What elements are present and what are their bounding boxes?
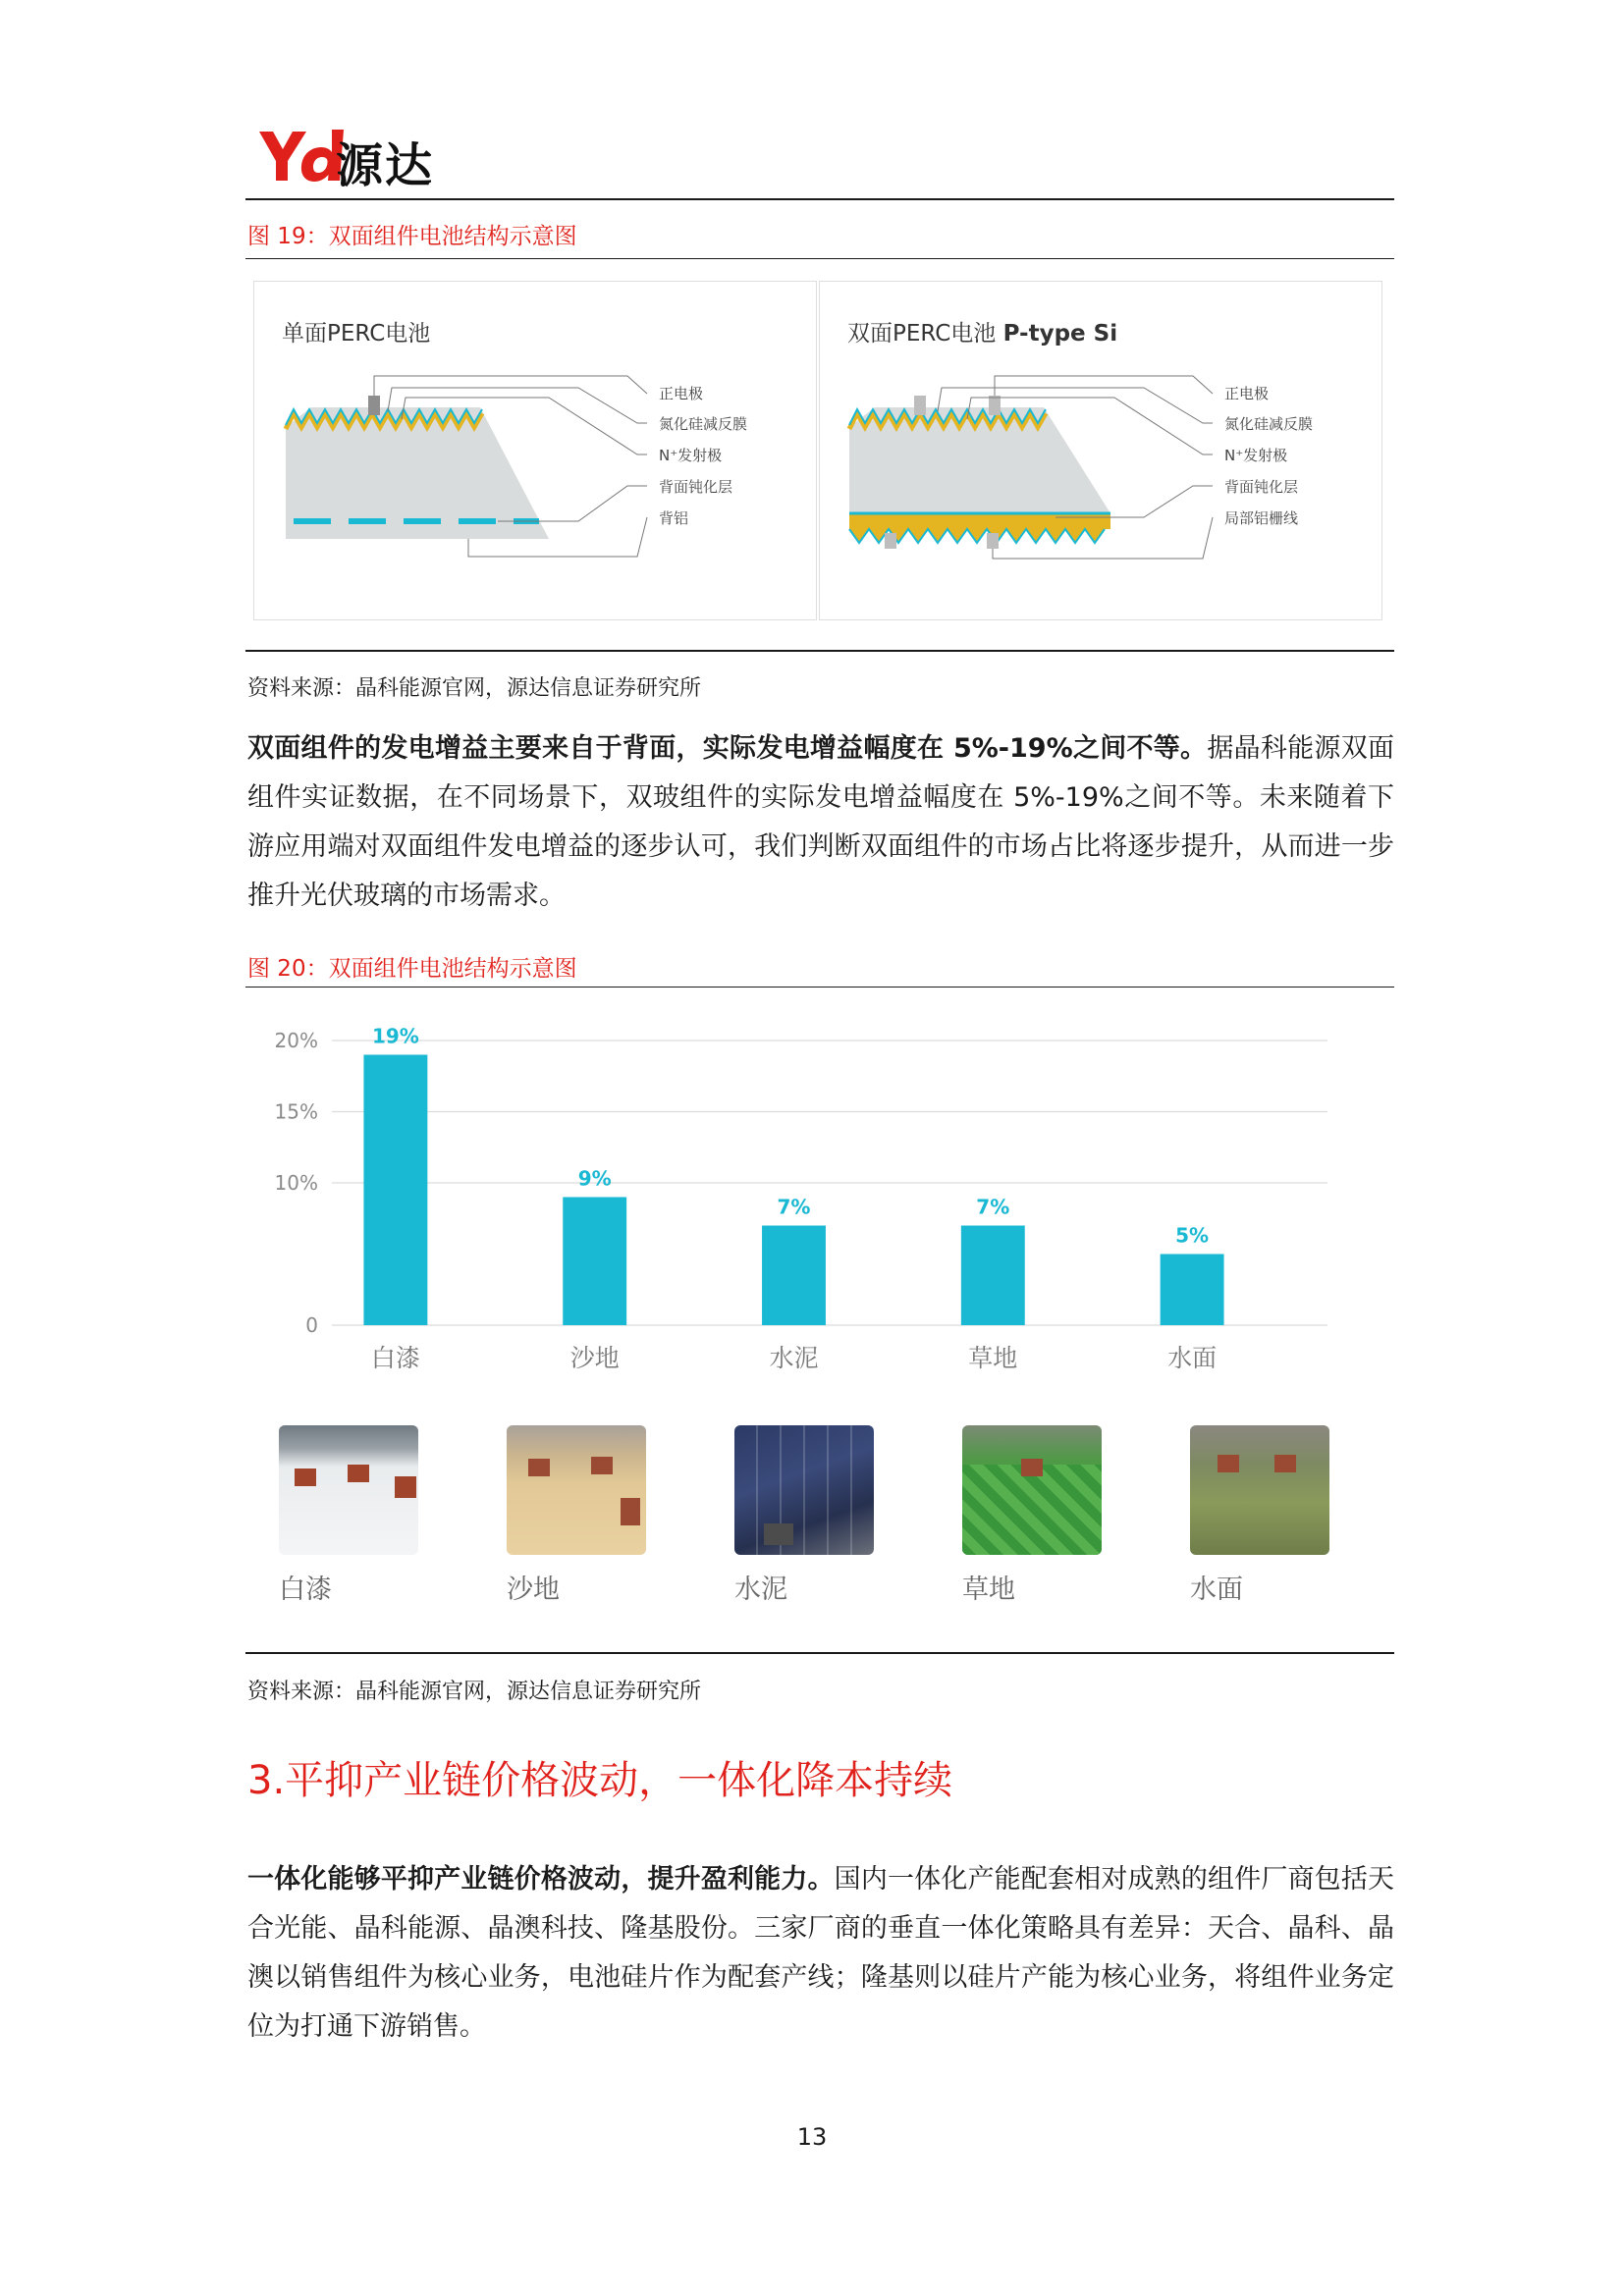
chart-bars (363, 1055, 1223, 1326)
mono-perc-diagram (254, 282, 816, 619)
photo-label-2: 水泥 (734, 1575, 787, 1605)
figure20-source: 资料来源：晶科能源官网，源达信息证券研究所 (247, 1680, 702, 1704)
right-panel-title-prefix: 双面PERC电池 (847, 321, 1003, 347)
logo (257, 126, 473, 193)
chart-data-labels (372, 1025, 1209, 1248)
y-tick-label-2: 15% (274, 1099, 318, 1124)
data-label-3: 7% (976, 1195, 1010, 1219)
paragraph-2 (247, 1855, 1394, 2052)
photo-label-4: 水面 (1190, 1575, 1243, 1605)
left-panel-title: 单面PERC电池 (282, 321, 431, 347)
paragraph-1-text: 据晶科能源双面组件实证数据，在不同场景下，双玻组件的实际发电增益幅度在 5%-19%之间不等。未来随着下游应用端对双面组件发电增益的逐步认可，我们判断双面组件的市场占比将逐步提升，从而进一步推升光伏玻璃的市场需求。 (247, 733, 1394, 911)
paragraph-1 (247, 724, 1394, 921)
bar-1 (563, 1198, 626, 1326)
x-tick-label-1: 沙地 (569, 1344, 620, 1372)
right-label-1: 氮化硅减反膜 (1224, 415, 1314, 433)
y-tick-label-0: 0 (305, 1313, 318, 1337)
photo-cement (734, 1425, 874, 1555)
x-tick-label-0: 白漆 (370, 1344, 420, 1372)
photo-label-1: 沙地 (507, 1575, 560, 1605)
bifacial-perc-diagram (820, 282, 1381, 619)
x-tick-label-2: 水泥 (769, 1344, 819, 1372)
bar-2 (762, 1226, 826, 1326)
photo-sand (507, 1425, 646, 1555)
right-label-0: 正电极 (1224, 385, 1270, 402)
data-label-0: 19% (371, 1024, 419, 1048)
left-label-4: 背铝 (659, 509, 689, 527)
data-label-4: 5% (1175, 1223, 1210, 1248)
photo-label-3: 草地 (962, 1575, 1015, 1605)
figure19-bottom-rule (245, 650, 1394, 652)
section-3-title: 3.平抑产业链价格波动，一体化降本持续 (247, 1758, 953, 1803)
bar-3 (961, 1226, 1025, 1326)
right-label-2: N⁺发射极 (1224, 447, 1288, 464)
photo-water (1190, 1425, 1329, 1555)
right-label-4: 局部铝栅线 (1224, 509, 1299, 527)
gain-bar-chart (265, 1001, 1355, 1414)
right-panel-title-bold: P-type Si (1002, 321, 1118, 347)
left-label-1: 氮化硅减反膜 (659, 415, 748, 433)
left-label-3: 背面钝化层 (659, 478, 733, 496)
paragraph-1-bold: 双面组件的发电增益主要来自于背面，实际发电增益幅度在 5%-19%之间不等。 (247, 733, 1208, 764)
photo-grass (962, 1425, 1102, 1555)
paragraph-2-bold: 一体化能够平抑产业链价格波动，提升盈利能力。 (247, 1864, 835, 1895)
data-label-1: 9% (577, 1166, 612, 1191)
figure20-bottom-rule (245, 1652, 1394, 1654)
figure20-caption: 图 20：双面组件电池结构示意图 (247, 956, 577, 982)
bar-0 (363, 1055, 427, 1326)
page-number: 13 (796, 2123, 828, 2151)
chart-y-ticks (275, 1029, 318, 1337)
figure20-top-rule (245, 987, 1394, 988)
figure19-left-panel (253, 281, 817, 620)
y-tick-label-1: 10% (274, 1171, 318, 1195)
paragraph-2-text: 国内一体化产能配套相对成熟的组件厂商包括天合光能、晶科能源、晶澳科技、隆基股份。三家厂商的垂直一体化策略具有差异：天合、晶科、晶澳以销售组件为核心业务，电池硅片作为配套产线；隆基则以硅片产能为核心业务，将组件业务定位为打通下游销售。 (247, 1864, 1395, 2042)
data-label-2: 7% (777, 1195, 811, 1219)
right-label-3: 背面钝化层 (1224, 478, 1299, 496)
header-rule (245, 198, 1394, 200)
figure19-top-rule (245, 258, 1394, 259)
logo-text: 源达 (336, 138, 435, 193)
figure19-source: 资料来源：晶科能源官网，源达信息证券研究所 (247, 676, 702, 701)
x-tick-label-4: 水面 (1167, 1344, 1218, 1372)
photo-white-paint (279, 1425, 418, 1555)
chart-x-ticks (371, 1344, 1217, 1372)
left-label-2: N⁺发射极 (659, 447, 723, 464)
bar-4 (1161, 1255, 1224, 1326)
x-tick-label-3: 草地 (968, 1344, 1018, 1372)
left-label-0: 正电极 (659, 385, 704, 402)
figure19-right-panel (819, 281, 1382, 620)
figure19-caption: 图 19：双面组件电池结构示意图 (247, 224, 577, 249)
y-tick-label-3: 20% (274, 1029, 318, 1052)
photo-label-0: 白漆 (279, 1575, 332, 1605)
